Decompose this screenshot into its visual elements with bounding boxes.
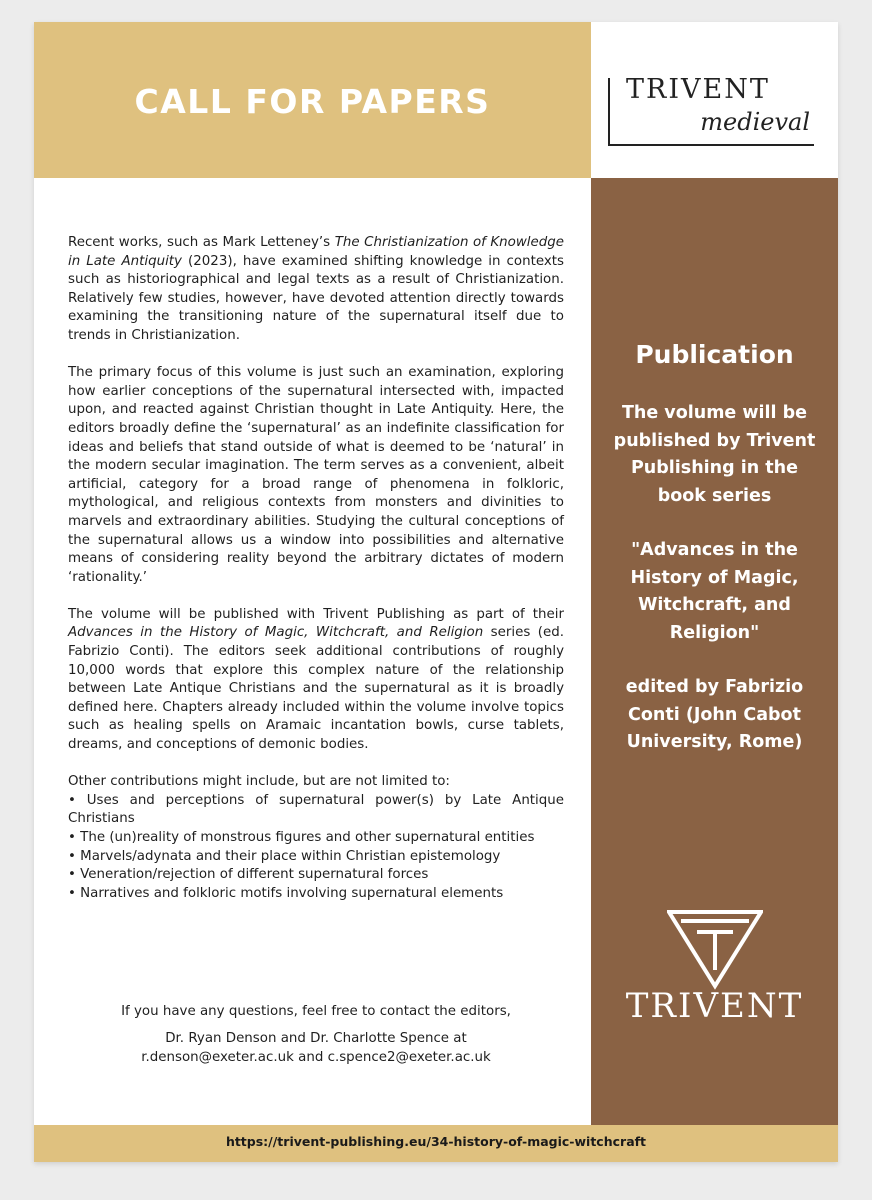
footer-url-link[interactable]: https://trivent-publishing.eu/34-history-of-magic-witchcraft (225, 1134, 647, 1149)
focus-paragraph: The primary focus of this volume is just such an examination, exploring how earlier conceptions of the supernatural intersected with, impacted upon, and reacted against Christian thought in Late Antiquity. Here, the editors broadly define the ‘supernatural’ as an indefinite classification for ideas and beliefs that stand outside of what is deemed to be ‘natural’ in the modern secular imagination. The term serves as a convenient, albeit artificial, category for a broad range of phenomena in folkloric, mythological, and religious contexts from monsters and divinities to marvels and extraordinary abilities. Studying the cultural conceptions of the supernatural allows us a window into possibilities and alternative means of considering reality beyond the arbitrary dictates of modern ‘rationality.’ (68, 365, 564, 585)
page-title: CALL FOR PAPERS (134, 82, 491, 121)
topics-intro: Other contributions might include, but are not limited to: (68, 774, 450, 790)
trivent-triangle-icon (667, 908, 763, 990)
book-title: The Christianization of Knowledge in Late Antiquity (68, 235, 564, 269)
list-item: • The (un)reality of monstrous figures and other supernatural entities (68, 830, 535, 845)
sidebar-heading: Publication (635, 340, 794, 369)
trivent-medieval-logo (608, 74, 814, 146)
sidebar-text (605, 400, 824, 757)
logo-wordmark: TRIVENT (626, 74, 770, 105)
flyer-page (34, 22, 838, 1162)
list-item: • Uses and perceptions of supernatural power(s) by Late Antique Christians (68, 792, 564, 827)
sidebar-series-title: "Advances in the History of Magic, Witchcraft, and Religion" (630, 540, 799, 643)
logo-subtitle: medieval (700, 108, 810, 136)
contact-names: Dr. Ryan Denson and Dr. Charlotte Spence at (165, 1030, 467, 1046)
contact-intro: If you have any questions, feel free to contact the editors, (121, 1004, 511, 1019)
intro-paragraph: Recent works, such as Mark Letteney’s The Christianization of Knowledge in Late Antiquity (2023), have examined shifting knowledge in contexts such as historiographical and legal texts as a result of Christianization. Relatively few studies, however, have devoted attention directly towards examining the transitioning nature of the supernatural itself due to trends in Christianization. (68, 235, 564, 343)
contact-block (68, 1002, 564, 1068)
title-banner (34, 22, 591, 178)
footer-bar (34, 1125, 838, 1162)
publication-paragraph: The volume will be published with Trivent Publishing as part of their Advances in the History of Magic, Witchcraft, and Religion series (ed. Fabrizio Conti). The editors seek additional contributions of roughly 10,000 words that explore this complex nature of the relationship between Late Antique Christians and the supernatural as it is broadly defined here. Chapters already included within the volume involve topics such as healing spells on Aramaic incantation bowls, curse tablets, dreams, and conceptions of demonic bodies. (68, 606, 564, 753)
sidebar-editor: edited by Fabrizio Conti (John Cabot University, Rome) (625, 677, 804, 752)
contact-emails[interactable]: r.denson@exeter.ac.uk and c.spence2@exeter.ac.uk (141, 1050, 491, 1065)
series-title: Advances in the History of Magic, Witchcraft, and Religion (68, 625, 484, 641)
list-item: • Narratives and folkloric motifs involving supernatural elements (68, 885, 504, 901)
list-item: • Veneration/rejection of different supernatural forces (68, 867, 429, 883)
publication-info: The volume will be published by Trivent Publishing in the book series (613, 403, 816, 506)
list-item: • Marvels/adynata and their place within Christian epistemology (68, 848, 501, 864)
main-text (68, 234, 564, 903)
publication-sidebar (591, 178, 838, 1125)
topics-list (68, 792, 564, 904)
trivent-wordmark: TRIVENT (625, 986, 804, 1026)
